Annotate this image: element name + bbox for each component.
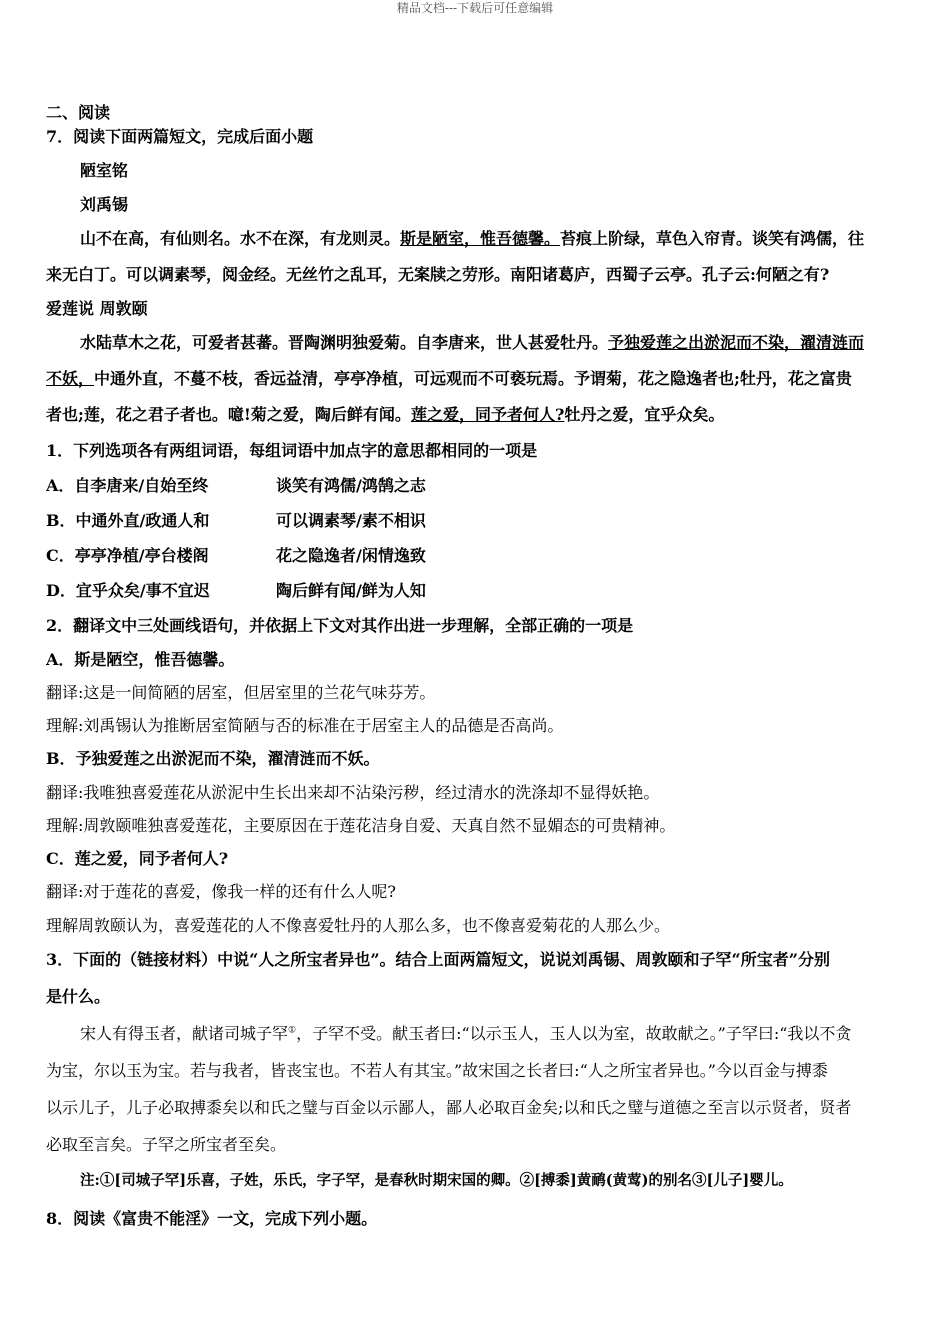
sub2-a-translation: 翻译:这是一间简陋的居室，但居室里的兰花气味芬芳。: [46, 683, 436, 702]
underlined-sentence-2-end: 不妖，: [46, 369, 95, 388]
sub1-option-d: [46, 578, 906, 613]
text2-seg-a: 水陆草木之花，可爱者甚蕃。晋陶渊明独爱菊。自李唐来，世人甚爱牡丹。: [80, 333, 609, 352]
material-line3: 以示儿子，儿子必取搏黍矣以和氏之璧与百金以示鄙人，鄙人必取百金矣;以和氏之璧与道德之至言以示贤者，贤者: [46, 1098, 852, 1117]
footnote-marker: ①: [288, 1025, 297, 1036]
sub1-stem: 1．下列选项各有两组词语，每组词语中加点字的意思都相同的一项是: [46, 441, 538, 460]
material-line1: [46, 1021, 906, 1058]
sub2-option-c: C．莲之爱，同予者何人?: [46, 849, 229, 868]
sub3-stem-line1: 3．下面的（链接材料）中说“人之所宝者异也”。结合上面两篇短文，说说刘禹锡、周敦颐和子罕“所宝者”分别: [46, 950, 830, 969]
option-a-left: A．自李唐来/自始至终: [46, 476, 209, 495]
sub3-stem-line2: 是什么。: [46, 987, 111, 1006]
option-b-left: B．中通外直/政通人和: [46, 511, 210, 530]
sub2-stem: 2．翻译文中三处画线语句，并依据上下文对其作出进一步理解，全部正确的一项是: [46, 616, 634, 635]
text2-line1: [46, 330, 906, 366]
option-d-right: 陶后鲜有闻/鲜为人知: [276, 581, 426, 600]
text1-seg-b: 苔痕上阶绿，草色入帘青。谈笑有鸿儒，往: [560, 229, 865, 248]
text1-author: 刘禹锡: [80, 195, 129, 214]
sub2-option-a: A．斯是陋空，惟吾德馨。: [46, 650, 235, 669]
sub2-c-translation: 翻译:对于莲花的喜爱，像我一样的还有什么人呢?: [46, 882, 396, 901]
text1-seg-a: 山不在高，有仙则名。水不在深，有龙则灵。: [80, 229, 401, 248]
document-body: [46, 100, 906, 1240]
option-d-left: D．宜乎众矣/事不宜迟: [46, 581, 210, 600]
material-line4: 必取至言矣。子罕之所宝者至矣。: [46, 1135, 287, 1154]
text2-seg-d: 牡丹之爱，宜乎众矣。: [564, 405, 725, 424]
page-header: 精品文档---下载后可任意编辑: [396, 1, 554, 15]
sub1-option-b: [46, 508, 906, 543]
option-a-right: 谈笑有鸿儒/鸿鹄之志: [276, 476, 426, 495]
text2-line2: [46, 366, 906, 402]
q7-title: 7．阅读下面两篇短文，完成后面小题: [46, 127, 314, 146]
text1-line1: [46, 226, 906, 262]
sub2-option-b: B．予独爱莲之出淤泥而不染，濯清涟而不妖。: [46, 749, 380, 768]
option-c-left: C．亭亭净植/亭台楼阁: [46, 546, 209, 565]
sub2-a-understanding: 理解:刘禹锡认为推断居室简陋与否的标准在于居室主人的品德是否高尚。: [46, 716, 564, 735]
sub1-option-a: [46, 473, 906, 508]
underlined-sentence-2: 予独爱莲之出淤泥而不染，濯清涟而: [608, 333, 865, 352]
text2-line3: [46, 402, 906, 438]
q8-title: 8．阅读《富贵不能淫》一文，完成下列小题。: [46, 1209, 378, 1228]
underlined-sentence-1: 斯是陋室，惟吾德馨。: [400, 229, 561, 248]
sub2-b-understanding: 理解:周敦颐唯独喜爱莲花，主要原因在于莲花洁身自爱、天真自然不显媚态的可贵精神。: [46, 816, 676, 835]
text2-seg-c: 者也;莲，花之君子者也。噫!菊之爱，陶后鲜有闻。: [46, 405, 411, 424]
option-b-right: 可以调素琴/素不相识: [276, 511, 426, 530]
sub2-b-translation: 翻译:我唯独喜爱莲花从淤泥中生长出来却不沾染污秽，经过清水的洗涤却不显得妖艳。: [46, 783, 660, 802]
text2-seg-b: 中通外直，不蔓不枝，香远益清，亭亭净植，可远观而不可亵玩焉。予谓菊，花之隐逸者也;牡丹，花之富贵: [94, 369, 852, 388]
section-title: 二、阅读: [46, 103, 111, 122]
material-seg-b: ，子罕不受。献玉者曰:“以示玉人，玉人以为室，故敢献之。”子罕曰:“我以不贪: [296, 1024, 852, 1043]
underlined-sentence-3: 莲之爱，同予者何人?: [410, 405, 565, 424]
sub2-c-understanding: 理解周敦颐认为，喜爱莲花的人不像喜爱牡丹的人那么多，也不像喜爱菊花的人那么少。: [46, 916, 671, 935]
option-c-right: 花之隐逸者/闲情逸致: [276, 546, 426, 565]
sub1-option-c: [46, 543, 906, 578]
text1-title: 陋室铭: [80, 161, 129, 180]
material-line2: 为宝，尔以玉为宝。若与我者，皆丧宝也。不若人有其宝。”故宋国之长者曰:“人之所宝者异也。”今以百金与搏黍: [46, 1061, 828, 1080]
footnote: 注:①[司城子罕]乐喜，子姓，乐氏，字子罕，是春秋时期宋国的卿。②[搏黍]黄鸸(黄莺)的别名③[儿子]婴儿。: [80, 1172, 793, 1189]
material-seg-a: 宋人有得玉者，献诸司城子罕: [80, 1024, 289, 1043]
text1-line2: 来无白丁。可以调素琴，阅金经。无丝竹之乱耳，无案牍之劳形。南阳诸葛庐，西蜀子云亭。孔子云:何陋之有?: [46, 265, 830, 284]
text2-title: 爱莲说 周敦颐: [46, 299, 148, 318]
